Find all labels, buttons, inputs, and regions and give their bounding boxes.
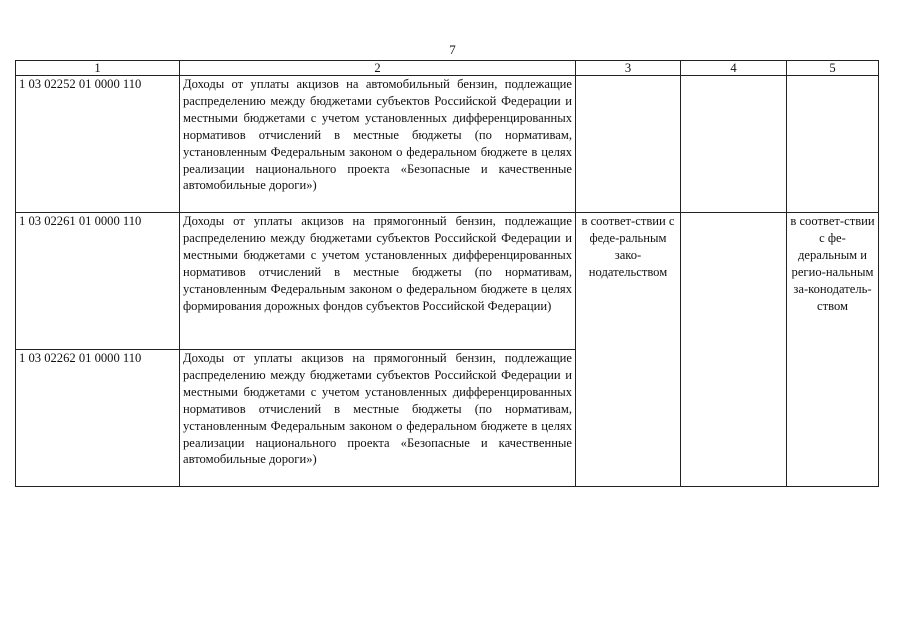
- col4-cell: [681, 76, 787, 213]
- col4-merged-cell: [681, 213, 787, 487]
- table-row: [16, 213, 879, 350]
- budget-code: 1 03 02261 01 0000 110: [16, 213, 180, 350]
- col5-cell: [787, 76, 879, 213]
- revenue-description: Доходы от уплаты акцизов на прямогонный бензин, подлежащие распределению между бюджетами субъектов Российской Федерации и местными бюджетами с учетом установленных дифференцированных нормативов отчислений в местные бюджеты (по нормативам, установленным Федеральным законом о федеральном бюджете в целях реализации национального проекта «Безопасные и качественные автомобильные дороги»): [180, 350, 576, 487]
- header-col-1: 1: [16, 61, 180, 76]
- revenue-description: Доходы от уплаты акцизов на прямогонный бензин, подлежащие распределению между бюджетами субъектов Российской Федерации и местными бюджетами с учетом установленных дифференцированных нормативов отчислений в местные бюджеты (по нормативам, установленным Федеральным законом о федеральном бюджете в целях формирования дорожных фондов субъектов Российской Федерации): [180, 213, 576, 350]
- header-col-2: 2: [180, 61, 576, 76]
- revenue-description: Доходы от уплаты акцизов на автомобильный бензин, подлежащие распределению между бюджетами субъектов Российской Федерации и местными бюджетами с учетом установленных дифференцированных нормативов отчислений в местные бюджеты (по нормативам, установленным Федеральным законом о федеральном бюджете в целях реализации национального проекта «Безопасные и качественные автомобильные дороги»): [180, 76, 576, 213]
- budget-code: 1 03 02262 01 0000 110: [16, 350, 180, 487]
- table-row: [16, 76, 879, 213]
- col3-cell: [576, 76, 681, 213]
- col3-merged-note: в соответ-ствии с феде-ральным зако-нодательством: [576, 213, 681, 487]
- header-col-5: 5: [787, 61, 879, 76]
- header-col-4: 4: [681, 61, 787, 76]
- budget-revenue-table: [15, 60, 879, 487]
- header-row: [16, 61, 879, 76]
- page-number: 7: [449, 42, 456, 57]
- budget-code: 1 03 02252 01 0000 110: [16, 76, 180, 213]
- header-col-3: 3: [576, 61, 681, 76]
- col5-merged-note: в соответ-ствии с фе-деральным и регио-нальным за-конодатель-ством: [787, 213, 879, 487]
